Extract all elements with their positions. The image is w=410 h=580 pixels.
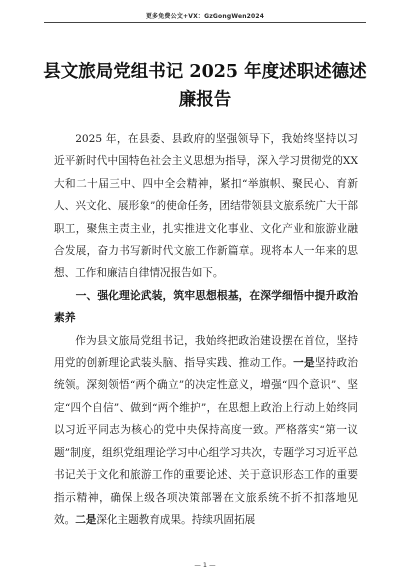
- section-heading: 一、强化理论武装，筑牢思想根基，在深学细悟中提升政治素养: [54, 288, 358, 325]
- paragraph-text: 深化主题教育成果。持续巩固拓展: [96, 513, 256, 526]
- paragraph-text: 坚持政治统领。深刻领悟“两个确立”的决定性意义，增强“四个意识”、坚定“四个自信”、做到“两个维护”，在思想上政治上行动上始终同以习近平同志为核心的党中央保持高度一致。严格落实“第一议题”制度，组织党组理论学习中心组学习共次，专题学习习近平总书记关于文化和旅游工作的重要论述、关于意识形态工作的重要指示精神，确保上级各项决策部署在文旅系统不折不扣落地见效。: [54, 357, 359, 526]
- document-body: [54, 128, 358, 531]
- page-number: — 1 —: [194, 561, 216, 569]
- header-divider: [44, 22, 366, 23]
- intro-paragraph: 2025 年，在县委、县政府的坚强领导下，我始终坚持以习近平新时代中国特色社会主义思想为指导，深入学习贯彻党的XX大和二十届三中、四中全会精神，紧扣“举旗帜、聚民心、育新人、兴文化、展形象”的使命任务，团结带领县文旅系统广大干部职工，聚焦主责主业，扎实推进文化事业、文化产业和旅游业融合发展，奋力书写新时代文旅工作新篇章。现将本人一年来的思想、工作和廉洁自律情况报告如下。: [54, 133, 358, 280]
- point-lead: 一是: [293, 357, 315, 370]
- paragraph-text: 作为县文旅局党组书记，我始终把政治建设摆在首位，坚持用党的创新理论武装头脑、指导实践、推动工作。: [54, 334, 358, 370]
- document-title: 县文旅局党组书记 2025 年度述职述德述廉报告: [43, 62, 367, 110]
- point-lead: 二是: [75, 513, 97, 526]
- header-banner: 更多免费公文+VX：GzGongWen2024: [145, 13, 265, 20]
- section-paragraph: [54, 330, 358, 532]
